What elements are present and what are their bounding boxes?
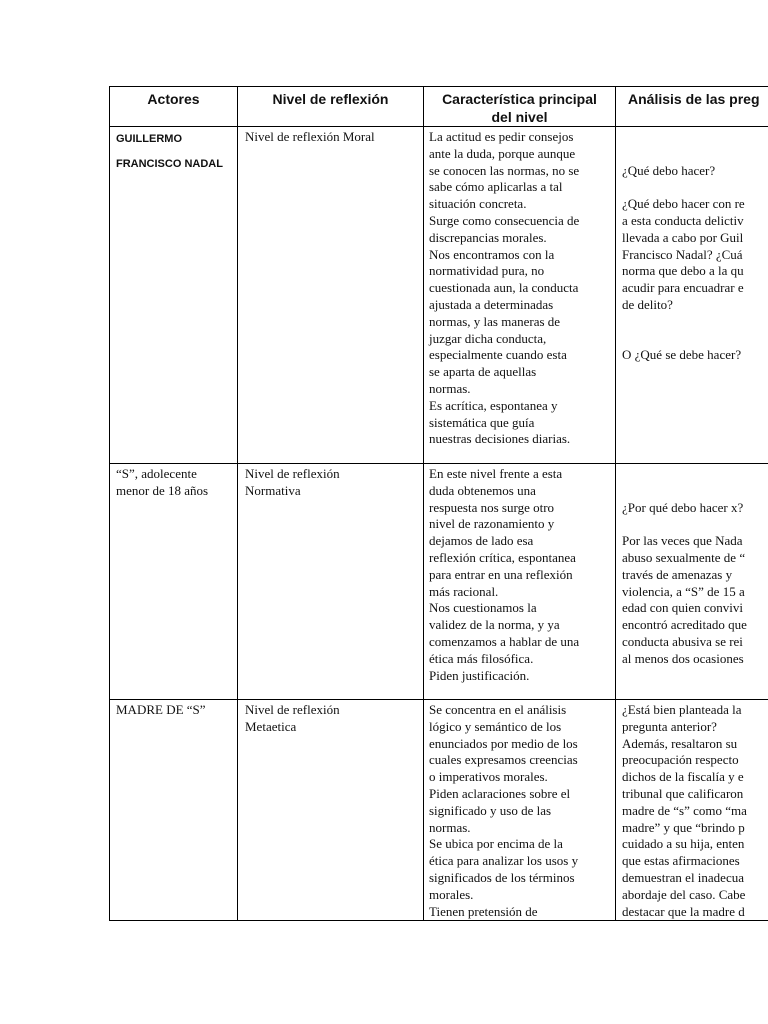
analisis-line: destacar que la madre d (622, 903, 745, 919)
caracteristica-line: duda obtenemos una (429, 482, 536, 498)
table-header-row (110, 87, 768, 127)
nivel-line: Metaetica (245, 718, 297, 734)
analisis-line: ¿Qué debo hacer? (622, 162, 716, 178)
cell-actor (110, 127, 238, 464)
caracteristica-line: especialmente cuando esta (429, 347, 567, 363)
analisis-line: norma que debo a la qu (622, 263, 744, 279)
cell-nivel (238, 700, 424, 921)
caracteristica-line: significado y uso de las (429, 802, 552, 818)
actor-line: menor de 18 años (116, 482, 209, 498)
header-caracteristica (424, 87, 616, 127)
caracteristica-line: Se concentra en el análisis (429, 702, 567, 717)
caracteristica-line: enunciados por medio de los (429, 735, 578, 751)
caracteristica-line: para entrar en una reflexión (429, 566, 573, 582)
analisis-line: acudir para encuadrar e (622, 280, 744, 296)
analisis-line: madre de “s” como “ma (622, 802, 747, 818)
caracteristica-line: ética más filosófica. (429, 650, 534, 666)
caracteristica-line: normas. (429, 380, 471, 396)
cell-nivel (238, 127, 424, 464)
caracteristica-line: cuales expresamos creencias (429, 752, 578, 768)
analisis-line: Además, resaltaron su (622, 735, 738, 751)
caracteristica-line: Nos encontramos con la (429, 246, 555, 262)
caracteristica-line: ética para analizar los usos y (429, 853, 579, 869)
caracteristica-line: cuestionada aun, la conducta (429, 280, 579, 296)
caracteristica-line: Piden aclaraciones sobre el (429, 785, 571, 801)
cell-caracteristica (424, 700, 616, 921)
analisis-line: encontró acreditado que (622, 617, 747, 633)
analisis-line: al menos dos ocasiones (622, 650, 744, 666)
analisis-line: tribunal que calificaron (622, 785, 744, 801)
header-actores (110, 87, 238, 127)
caracteristica-line: significados de los términos (429, 869, 575, 885)
caracteristica-line: lógico y semántico de los (429, 718, 562, 734)
caracteristica-line: La actitud es pedir consejos (429, 129, 574, 144)
caracteristica-line: o imperativos morales. (429, 769, 548, 785)
caracteristica-line: Tienen pretensión de (429, 903, 538, 919)
cell-actor (110, 700, 238, 921)
caracteristica-line: Surge como consecuencia de (429, 212, 580, 228)
caracteristica-line: nuestras decisiones diarias. (429, 431, 571, 447)
table-row (110, 700, 768, 921)
analisis-line: conducta abusiva se rei (622, 633, 743, 649)
analisis-line: ¿Por qué debo hacer x? (622, 499, 744, 515)
analisis-line: madre” y que “brindo p (622, 819, 745, 835)
cell-analisis (616, 464, 768, 700)
caracteristica-line: normas. (429, 819, 471, 835)
caracteristica-line: En este nivel frente a esta (429, 466, 563, 481)
header-nivel (238, 87, 424, 127)
header-nivel-label: Nivel de reflexión (272, 91, 389, 107)
caracteristica-line: respuesta nos surge otro (429, 499, 555, 515)
caracteristica-line: discrepancias morales. (429, 229, 547, 245)
cell-caracteristica (424, 127, 616, 464)
actor-line: FRANCISCO NADAL (116, 158, 223, 170)
header-analisis-label: Análisis de las preg (628, 91, 760, 107)
analisis-line: abordaje del caso. Cabe (622, 886, 746, 902)
actors-table (109, 86, 768, 921)
analisis-line: llevada a cabo por Guil (622, 229, 744, 245)
analisis-line: pregunta anterior? (622, 718, 717, 734)
header-actores-label: Actores (147, 91, 200, 107)
caracteristica-line: sabe cómo aplicarlas a tal (429, 179, 563, 195)
analisis-line: violencia, a “S” de 15 a (622, 583, 745, 599)
cell-nivel (238, 464, 424, 700)
analisis-line: abuso sexualmente de “ (622, 549, 746, 565)
caracteristica-line: se conocen las normas, no se (429, 162, 580, 178)
analisis-line: dichos de la fiscalía y e (622, 769, 744, 785)
analisis-line: de delito? (622, 296, 673, 312)
actor-line: GUILLERMO (116, 133, 182, 145)
nivel-line: Nivel de reflexión (245, 702, 340, 717)
caracteristica-line: ajustada a determinadas (429, 296, 554, 312)
header-caracteristica-line-2: del nivel (491, 109, 548, 125)
analisis-line: ¿Está bien planteada la (622, 702, 742, 717)
caracteristica-line: sistemática que guía (429, 414, 535, 430)
caracteristica-line: Es acrítica, espontanea y (429, 397, 558, 413)
caracteristica-line: comenzamos a hablar de una (429, 633, 580, 649)
analisis-line: que estas afirmaciones (622, 853, 740, 869)
caracteristica-line: normatividad pura, no (429, 263, 545, 279)
analisis-line: ¿Qué debo hacer con re (622, 196, 745, 212)
cell-caracteristica (424, 464, 616, 700)
caracteristica-line: dejamos de lado esa (429, 533, 534, 549)
caracteristica-line: morales. (429, 886, 474, 902)
analisis-line: O ¿Qué se debe hacer? (622, 347, 742, 363)
cell-analisis (616, 127, 768, 464)
nivel-line: Nivel de reflexión Moral (245, 129, 375, 144)
caracteristica-line: nivel de razonamiento y (429, 516, 555, 532)
table-row (110, 127, 768, 464)
caracteristica-line: Piden justificación. (429, 667, 530, 683)
analisis-line: a esta conducta delictiv (622, 212, 744, 228)
caracteristica-line: situación concreta. (429, 196, 527, 212)
table-row (110, 464, 768, 700)
caracteristica-line: Se ubica por encima de la (429, 836, 563, 852)
caracteristica-line: se aparta de aquellas (429, 364, 537, 380)
caracteristica-line: juzgar dicha conducta, (429, 330, 547, 346)
analisis-line: demuestran el inadecua (622, 869, 744, 885)
analisis-line: preocupación respecto (622, 752, 739, 768)
analisis-line: cuidado a su hija, enten (622, 836, 745, 852)
analisis-line: edad con quien convivi (622, 600, 743, 616)
analisis-line: Francisco Nadal? ¿Cuá (622, 246, 743, 262)
cell-analisis (616, 700, 768, 921)
analisis-line: Por las veces que Nada (622, 533, 743, 549)
actor-line: MADRE DE “S” (116, 702, 206, 717)
nivel-line: Nivel de reflexión (245, 466, 340, 481)
caracteristica-line: Nos cuestionamos la (429, 600, 537, 616)
nivel-line: Normativa (245, 482, 301, 498)
header-analisis (616, 87, 768, 127)
analisis-line: través de amenazas y (622, 566, 733, 582)
caracteristica-line: reflexión crítica, espontanea (429, 549, 576, 565)
caracteristica-line: más racional. (429, 583, 499, 599)
cell-actor (110, 464, 238, 700)
header-caracteristica-line-1: Característica principal (442, 91, 597, 107)
actor-line: “S”, adolecente (116, 466, 197, 481)
caracteristica-line: normas, y las maneras de (429, 313, 561, 329)
caracteristica-line: validez de la norma, y ya (429, 617, 560, 633)
caracteristica-line: ante la duda, porque aunque (429, 145, 576, 161)
